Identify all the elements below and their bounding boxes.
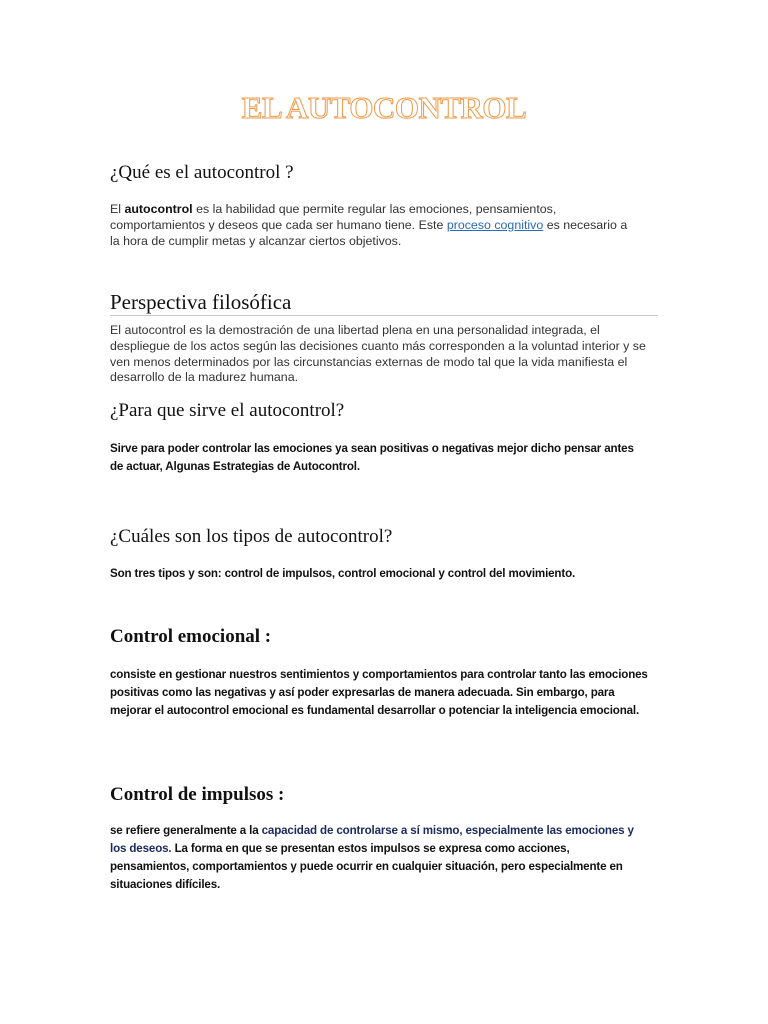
paragraph-para-que-sirve: Sirve para poder controlar las emociones ya sean positivas o negativas mejor dicho pensar antes de actuar, Algunas Estrategias de Autocontrol. [110,442,634,473]
highlighted-phrase: capacidad de controlarse a sí mismo, especialmente las emociones y los deseos. [110,824,634,855]
bold-term: autocontrol [124,202,193,216]
heading-para-que-sirve: ¿Para que sirve el autocontrol? [110,400,345,421]
heading-control-emocional: Control emocional : [110,626,272,647]
paragraph-que-es: El autocontrol es la habilidad que permite regular las emociones, pensamientos, comportamientos y deseos que cada ser humano tiene. Este proceso cognitivo es necesario a la hora de cumplir metas y alcanzar ciertos objetivos. [110,202,628,248]
heading-control-impulsos: Control de impulsos : [110,784,285,805]
paragraph-control-impulsos: se refiere generalmente a la capacidad de controlarse a sí mismo, especialmente las emociones y los deseos. La forma en que se presentan estos impulsos se expresa como acciones, pensamientos, comportamientos y puede ocurrir en cualquier situación, pero especialmente en situaciones difíciles. [110,824,634,891]
paragraph-tipos: Son tres tipos y son: control de impulsos, control emocional y control del movimiento. [110,567,576,580]
paragraph-perspectiva: El autocontrol es la demostración de una libertad plena en una personalidad integrada, el despliegue de los actos según las decisiones cuanto más corresponden a la voluntad interior y se ven menos determinados por las circunstancias externas de modo tal que la vida manifiesta el desarrollo de la madurez humana. [110,323,646,385]
paragraph-control-emocional: consiste en gestionar nuestros sentimientos y comportamientos para controlar tanto las emociones positivas como las negativas y así poder expresarlas de manera adecuada. Sin embargo, para mejorar el autocontrol emocional es fundamental desarrollar o potenciar la inteligencia emocional. [110,668,648,717]
heading-que-es: ¿Qué es el autocontrol ? [110,162,294,183]
heading-underline-rule [110,315,658,316]
document-title: EL AUTOCONTROL [241,90,527,125]
heading-perspectiva: Perspectiva filosófica [110,290,292,314]
heading-tipos: ¿Cuáles son los tipos de autocontrol? [110,526,393,547]
proceso-cognitivo-link[interactable]: proceso cognitivo [446,217,544,232]
